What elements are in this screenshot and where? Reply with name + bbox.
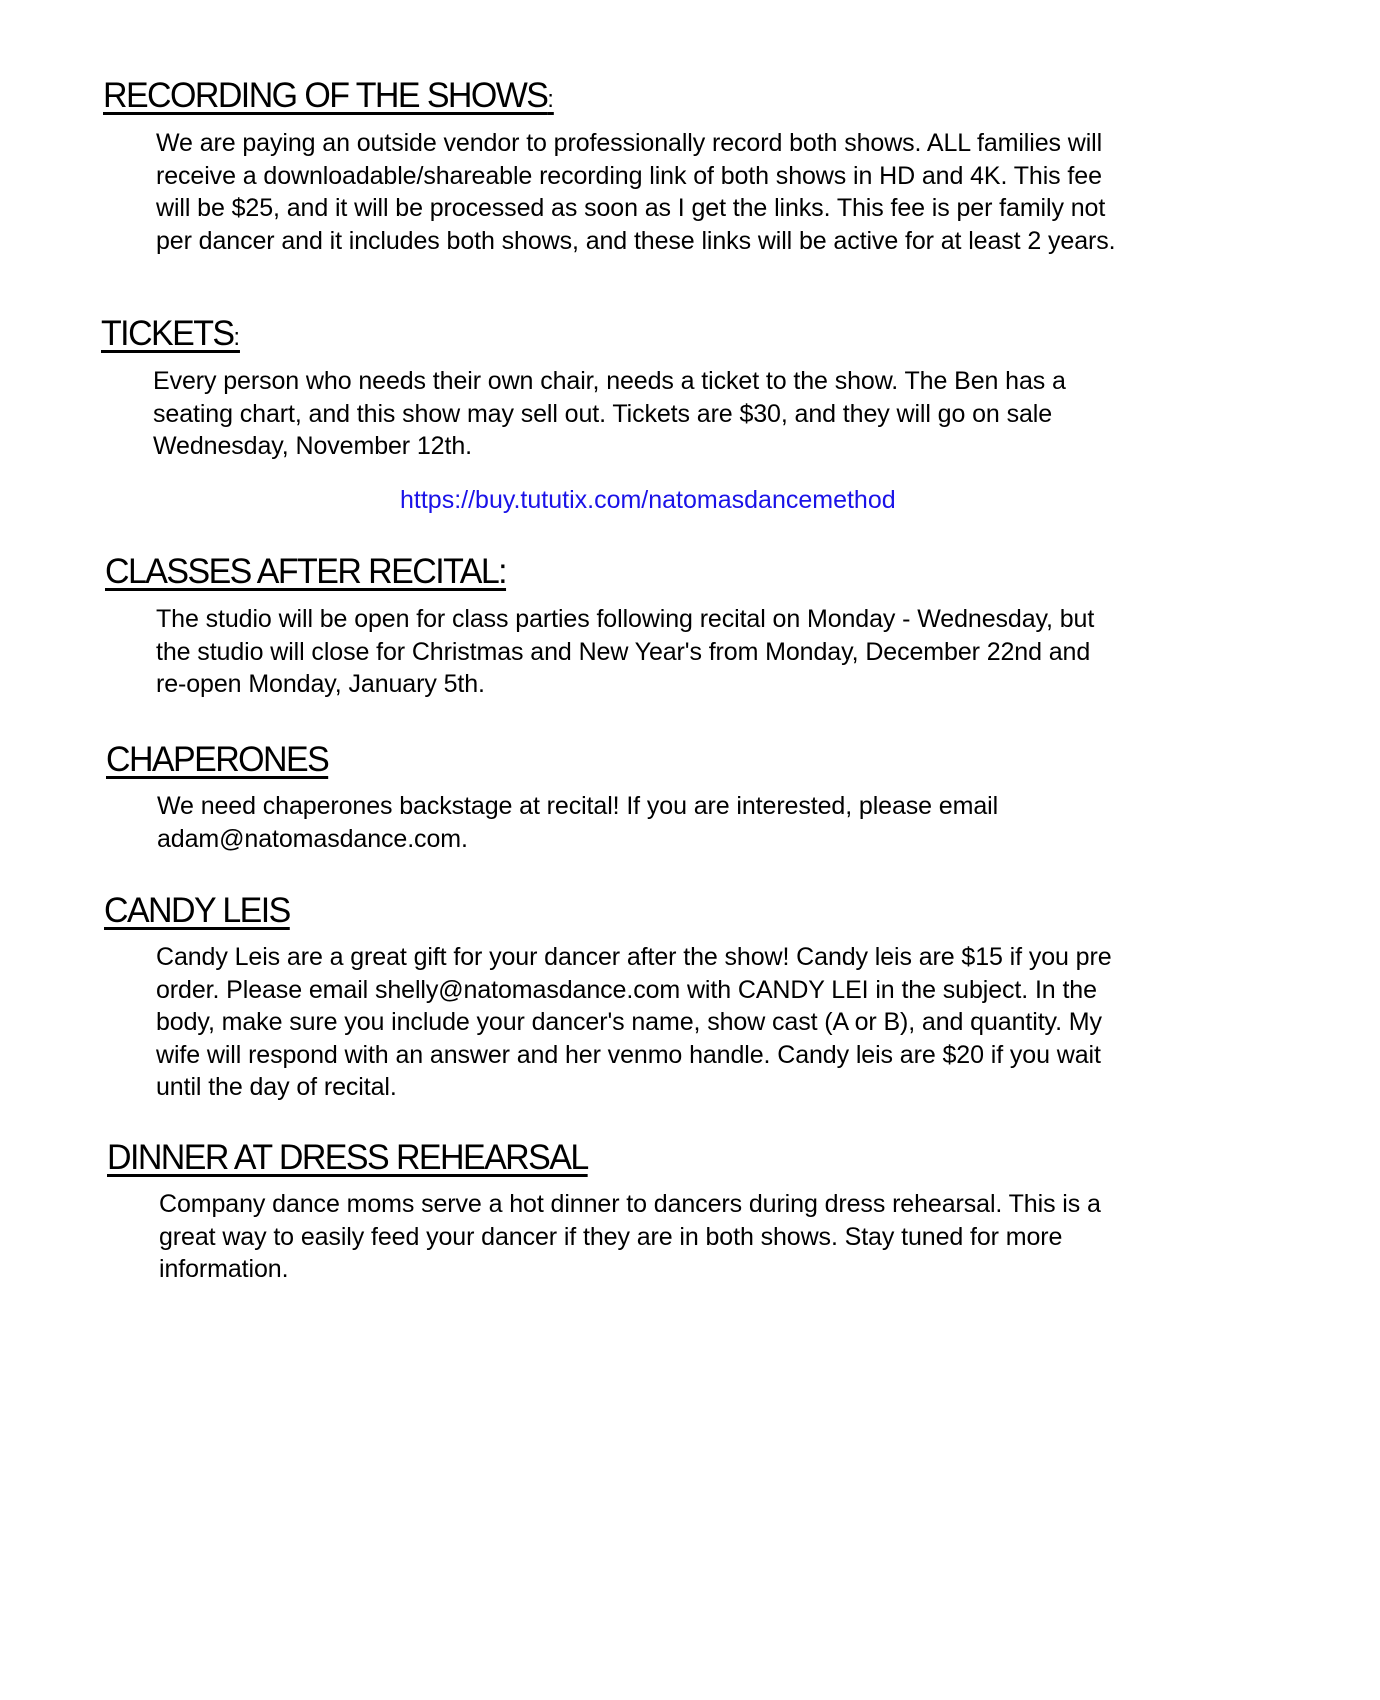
section-body-chaperones: [157, 790, 998, 855]
heading-text: RECORDING OF THE SHOWS: [103, 76, 548, 115]
body-line: per dancer and it includes both shows, and these links will be active for at least 2 years.: [156, 226, 1116, 255]
body-line: Every person who needs their own chair, needs a ticket to the show. The Ben has a: [153, 367, 1066, 395]
body-line: We need chaperones backstage at recital! If you are interested, please email: [157, 792, 999, 820]
section-body-dinner: [159, 1188, 1101, 1286]
body-line: The studio will be open for class parties following recital on Monday - Wednesday, but: [156, 605, 1095, 633]
body-line: We are paying an outside vendor to professionally record both shows. ALL families will: [156, 129, 1103, 157]
section-heading-recording: [103, 76, 554, 120]
heading-text: TICKETS: [101, 314, 234, 353]
section-heading-tickets: [101, 314, 240, 358]
body-line: order. Please email shelly@natomasdance.com with CANDY LEI in the subject. In the: [156, 975, 1097, 1004]
body-line: until the day of recital.: [156, 1073, 397, 1101]
body-line: seating chart, and this show may sell out. Tickets are $30, and they will go on sale: [153, 399, 1053, 428]
section-body-recording: [156, 127, 1115, 257]
section-heading-dinner: [107, 1138, 588, 1178]
tickets-link[interactable]: https://buy.tututix.com/natomasdancemethod: [400, 486, 896, 514]
heading-text: CLASSES AFTER RECITAL:: [105, 552, 507, 591]
body-line: will be $25, and it will be processed as soon as I get the links. This fee is per family not: [156, 194, 1106, 222]
heading-colon: :: [547, 86, 554, 113]
body-line: body, make sure you include your dancer's name, show cast (A or B), and quantity. My: [156, 1008, 1102, 1036]
section-heading-classes: [105, 552, 506, 592]
section-body-candy-leis: [156, 941, 1112, 1104]
body-line: Company dance moms serve a hot dinner to dancers during dress rehearsal. This is a: [159, 1190, 1101, 1218]
heading-text: CHAPERONES: [106, 740, 329, 779]
heading-colon: :: [233, 324, 240, 351]
body-line: wife will respond with an answer and her venmo handle. Candy leis are $20 if you wait: [156, 1040, 1101, 1069]
body-line: information.: [159, 1255, 289, 1283]
heading-text: DINNER AT DRESS REHEARSAL: [107, 1138, 588, 1177]
body-line: re-open Monday, January 5th.: [156, 670, 485, 698]
body-line: Candy Leis are a great gift for your dancer after the show! Candy leis are $15 if you pre: [156, 943, 1112, 971]
section-body-classes: [156, 603, 1094, 701]
section-body-tickets: [153, 365, 1066, 463]
body-line: the studio will close for Christmas and New Year's from Monday, December 22nd and: [156, 637, 1091, 666]
section-heading-candy-leis: [104, 891, 290, 931]
body-line: adam@natomasdance.com.: [157, 824, 468, 853]
body-line: great way to easily feed your dancer if they are in both shows. Stay tuned for more: [159, 1222, 1063, 1251]
body-line: Wednesday, November 12th.: [153, 432, 472, 460]
section-heading-chaperones: [106, 740, 328, 780]
body-line: receive a downloadable/shareable recording link of both shows in HD and 4K. This fee: [156, 161, 1102, 190]
heading-text: CANDY LEIS: [104, 891, 290, 930]
